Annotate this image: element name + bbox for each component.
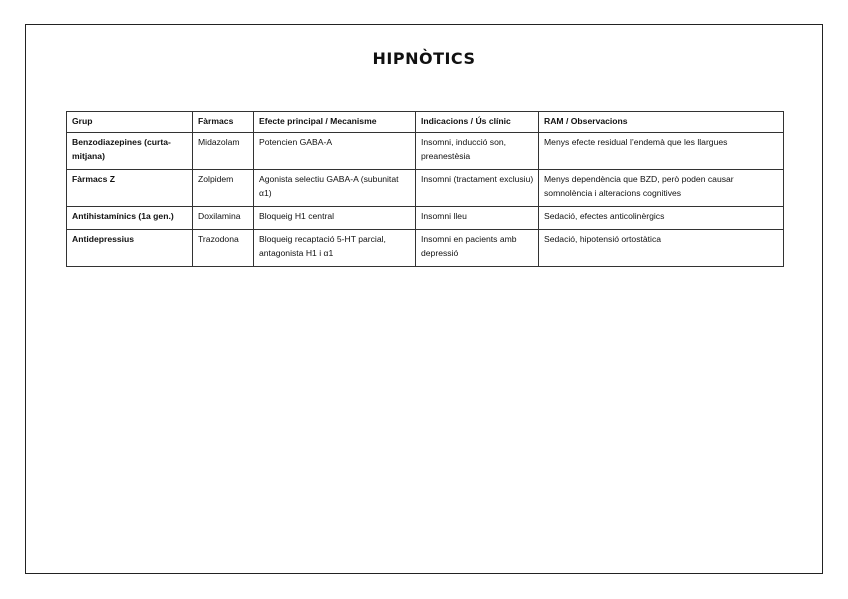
header-grup: Grup <box>67 112 193 133</box>
cell-farmac: Doxilamina <box>193 207 254 230</box>
cell-efecte: Bloqueig H1 central <box>254 207 416 230</box>
document-title: HIPNÒTICS <box>372 49 476 68</box>
cell-ram: Menys dependència que BZD, però poden causar somnolència i alteracions cognitives <box>539 170 784 207</box>
header-indicacions: Indicacions / Ús clínic <box>416 112 539 133</box>
hypnotics-table <box>66 111 784 267</box>
cell-indicacions: Insomni, inducció son, preanestèsia <box>416 133 539 170</box>
header-ram: RAM / Observacions <box>539 112 784 133</box>
header-farmacs: Fàrmacs <box>193 112 254 133</box>
cell-efecte: Potencien GABA-A <box>254 133 416 170</box>
cell-farmac: Zolpidem <box>193 170 254 207</box>
cell-efecte: Bloqueig recaptació 5-HT parcial, antagonista H1 i α1 <box>254 230 416 267</box>
cell-grup: Antihistamínics (1a gen.) <box>67 207 193 230</box>
cell-farmac: Midazolam <box>193 133 254 170</box>
table-header-row <box>67 112 784 133</box>
cell-grup: Fàrmacs Z <box>67 170 193 207</box>
document-page <box>25 24 823 574</box>
table-row <box>67 170 784 207</box>
cell-grup: Benzodiazepines (curta-mitjana) <box>67 133 193 170</box>
table-row <box>67 230 784 267</box>
cell-indicacions: Insomni lleu <box>416 207 539 230</box>
cell-indicacions: Insomni (tractament exclusiu) <box>416 170 539 207</box>
header-efecte: Efecte principal / Mecanisme <box>254 112 416 133</box>
table-row <box>67 207 784 230</box>
cell-indicacions: Insomni en pacients amb depressió <box>416 230 539 267</box>
table-row <box>67 133 784 170</box>
cell-efecte: Agonista selectiu GABA-A (subunitat α1) <box>254 170 416 207</box>
cell-farmac: Trazodona <box>193 230 254 267</box>
cell-grup: Antidepressius <box>67 230 193 267</box>
cell-ram: Menys efecte residual l’endemà que les llargues <box>539 133 784 170</box>
cell-ram: Sedació, hipotensió ortostàtica <box>539 230 784 267</box>
cell-ram: Sedació, efectes anticolinèrgics <box>539 207 784 230</box>
